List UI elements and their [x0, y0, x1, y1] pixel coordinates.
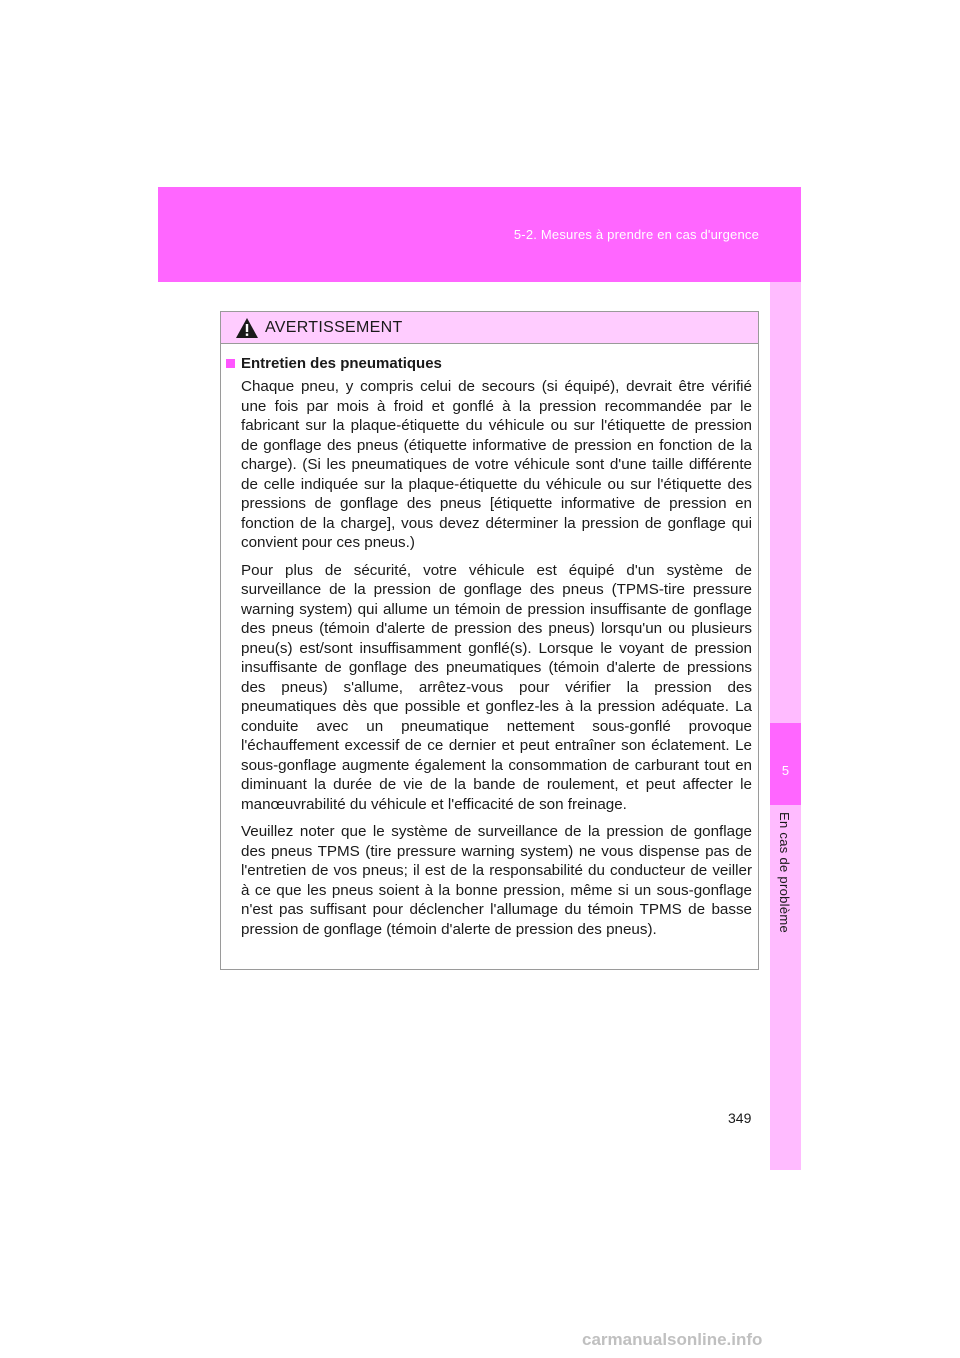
paragraph: Veuillez noter que le système de surveillance de la pression de gonflage des pneus TPMS (tire pressure warning system) ne vous dispense pas de l'entretien de vos pneus; il est de la responsabilité du conducteur de veiller à ce que les pneus soient à la bonne pression, même si un sous-gonflage n'est pas suffisant pour déclencher l'allumage du témoin TPMS de basse pression de gonflage (témoin d'alerte de pression des pneus). [241, 823, 752, 938]
section-heading [226, 354, 752, 373]
warning-title: AVERTISSEMENT [265, 318, 403, 336]
paragraph: Chaque pneu, y compris celui de secours (si équipé), devrait être vérifié une fois par mois à froid et gonflé à la pression recommandée par le fabricant sur la plaque-étiquette du véhicule ou sur l'étiquette de pression de gonflage des pneus (étiquette informative de pression en fonction de la charge). (Si les pneumatiques de votre véhicule sont d'une taille différente de celle indiquée sur la plaque-étiquette du véhicule ou sur l'étiquette des pressions de gonflage des pneus [étiquette informative de pression en fonction de la charge], vous devez déterminer la pression de gonflage qui convient pour ces pneus.) [241, 378, 752, 551]
section-title: 5-2. Mesures à prendre en cas d'urgence [513, 227, 759, 242]
paragraph: Pour plus de sécurité, votre véhicule est équipé d'un système de surveillance de la pression de gonflage des pneus (TPMS-tire pressure warning system) qui allume un témoin de pression insuffisante de gonflage des pneus (témoin d'alerte de pression des pneus) lorsqu'un ou plusieurs pneu(s) est/sont insuffisamment gonflé(s). Lorsque le voyant de pression insuffisante de gonflage des pneumatiques (témoin d'alerte de pressions des pneus) s'allume, arrêtez-vous pour vérifier la pression des pneumatiques dès que possible et gonflez-les à la pression adéquate. La conduite avec un pneumatique nettement sous-gonflé provoque l'échauffement excessif de ce dernier et peut entraîner son éclatement. Le sous-gonflage augmente également la consommation de carburant tout en diminuant la durée de vie de la bande de roulement, et peut affecter le manœuvrabilité du véhicule et l'efficacité de son freinage. [241, 561, 752, 813]
section-heading-text: Entretien des pneumatiques [241, 355, 442, 372]
chapter-number: 5 [781, 763, 790, 778]
page-number: 349 [728, 1110, 752, 1126]
chapter-title: En cas de problème [777, 812, 792, 934]
square-bullet-icon [226, 359, 235, 368]
watermark[interactable]: carmanualsonline.info [582, 1330, 763, 1349]
chapter-tab[interactable] [770, 723, 801, 805]
chapter-header-band [158, 187, 801, 282]
warning-body [221, 344, 758, 939]
warning-header [221, 312, 758, 344]
warning-triangle-icon [235, 317, 259, 339]
warning-box [220, 311, 759, 970]
